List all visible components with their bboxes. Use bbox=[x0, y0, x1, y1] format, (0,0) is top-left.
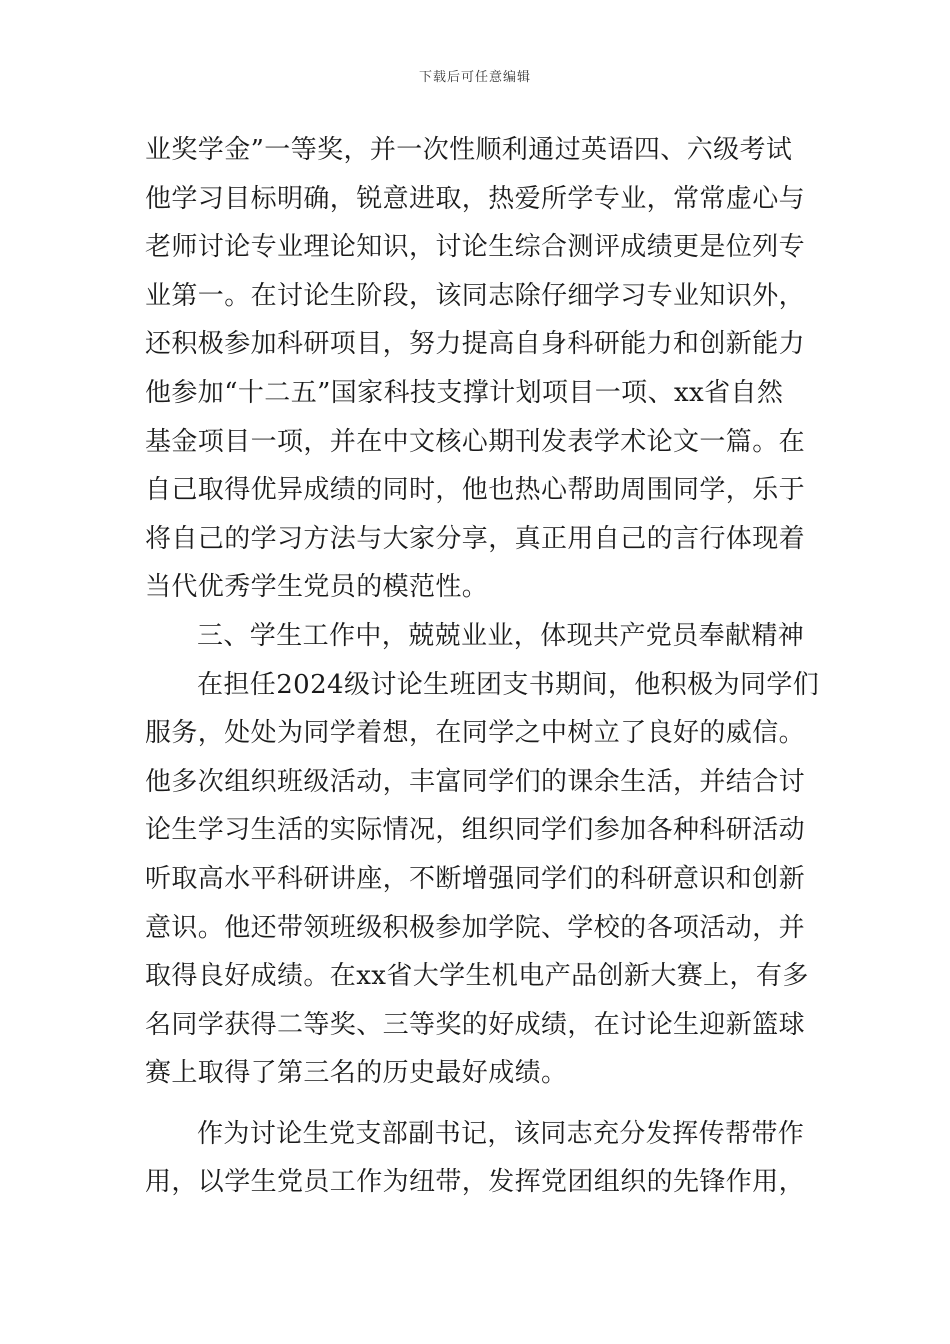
text-line: 服务，处处为同学着想，在同学之中树立了良好的威信。 bbox=[145, 718, 806, 749]
text-line: 老师讨论专业理论知识，讨论生综合测评成绩更是位列专 bbox=[145, 232, 806, 263]
text-line: 他多次组织班级活动，丰富同学们的课余生活，并结合讨 bbox=[145, 766, 806, 797]
body-text bbox=[145, 126, 820, 1207]
paragraph-gap bbox=[145, 1098, 810, 1110]
text-line: 听取高水平科研讲座，不断增强同学们的科研意识和创新 bbox=[145, 863, 806, 894]
paragraph-start-line: 作为讨论生党支部副书记，该同志充分发挥传帮带作 bbox=[197, 1118, 805, 1149]
text-line: 当代优秀学生党员的模范性。 bbox=[145, 572, 489, 603]
text-line: 基金项目一项，并在中文核心期刊发表学术论文一篇。在 bbox=[145, 426, 806, 457]
text-line: 业奖学金”一等奖，并一次性顺利通过英语四、六级考试 bbox=[145, 135, 793, 165]
text-line: 论生学习生活的实际情况，组织同学们参加各种科研活动 bbox=[145, 815, 806, 846]
text-line: 名同学获得二等奖、三等奖的好成绩，在讨论生迎新篮球 bbox=[145, 1009, 806, 1040]
text-line: 意识。他还带领班级积极参加学院、学校的各项活动，并 bbox=[145, 912, 806, 943]
text-line: 他学习目标明确，锐意进取，热爱所学专业，常常虚心与 bbox=[145, 183, 806, 214]
text-line: 用，以学生党员工作为纽带，发挥党团组织的先锋作用， bbox=[145, 1167, 806, 1198]
header-note: 下载后可任意编辑 bbox=[418, 70, 531, 85]
text-line: 取得良好成绩。在xx省大学生机电产品创新大赛上，有多 bbox=[145, 961, 809, 992]
text-line: 赛上取得了第三名的历史最好成绩。 bbox=[145, 1058, 568, 1089]
text-line: 他参加“十二五”国家科技支撑计划项目一项、xx省自然 bbox=[145, 377, 784, 408]
section-heading: 三、学生工作中，兢兢业业，体现共产党员奉献精神 bbox=[197, 620, 805, 651]
paragraph-start-line: 在担任2024级讨论生班团支书期间，他积极为同学们 bbox=[197, 669, 820, 700]
text-line: 将自己的学习方法与大家分享，真正用自己的言行体现着 bbox=[145, 523, 806, 554]
text-line: 还积极参加科研项目，努力提高自身科研能力和创新能力 bbox=[145, 329, 806, 360]
text-line: 业第一。在讨论生阶段，该同志除仔细学习专业知识外， bbox=[145, 280, 806, 311]
text-line: 自己取得优异成绩的同时，他也热心帮助周围同学，乐于 bbox=[145, 475, 806, 506]
